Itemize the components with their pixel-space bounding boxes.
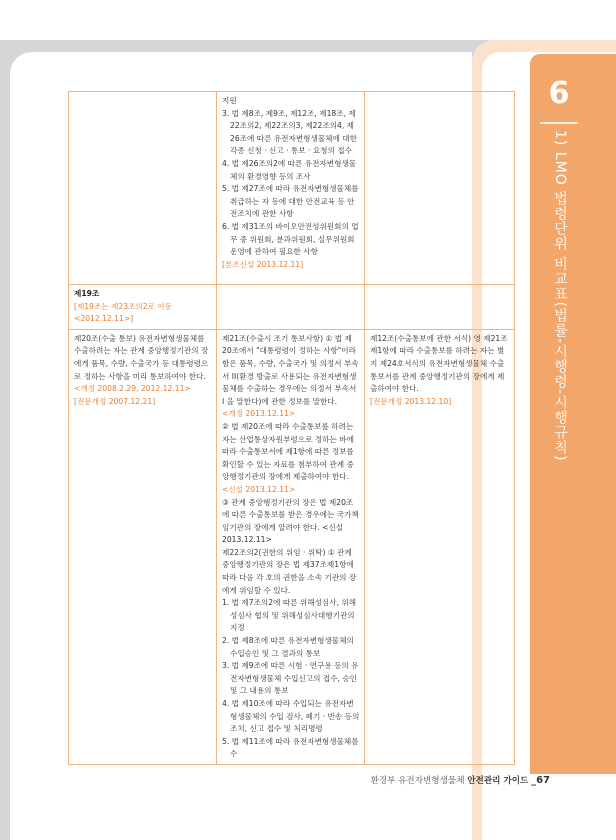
amendment-note: <개정 2008.2.29, 2012.12.11> <box>74 384 191 394</box>
provision-text: 지원 <box>222 96 237 105</box>
table-row <box>69 285 515 330</box>
provision-text: 4. 법 제10조에 따라 수입되는 유전자변형생물체의 수입 검사, 폐기 · 반송 등의 조치, 신고 접수 및 처리명령 <box>222 699 360 734</box>
article-heading: 제19조 <box>74 289 100 298</box>
provision-text: 제12조(수출통보에 관한 서식) 영 제21조제1항에 따라 수출통보를 하려는 자는 별지 제24호서식의 유전자변형생물체 수출통보서를 관계 중앙행정기관의 장에게 제출하여야 한다. <box>370 333 508 394</box>
amendment-note: [전문개정 2013.12.10] <box>370 396 452 406</box>
page-footer <box>330 774 550 788</box>
law-cell <box>69 329 217 764</box>
chapter-number: 6 <box>548 75 570 111</box>
rule-cell <box>365 285 515 330</box>
amendment-note: [본조신설 2013.12.11] <box>222 259 304 269</box>
rule-cell <box>365 329 515 764</box>
footer-text: 환경부 유전자변형생물체 <box>370 776 468 786</box>
footer-guide-title: 안전관리 가이드 <box>467 776 529 786</box>
decree-cell <box>217 329 365 764</box>
provision-text: 6. 법 제31조의 바이오안전성위원회의 업무 중 위원회, 분과위원회, 실무위원회 운영에 관하여 필요한 사항 <box>222 221 359 257</box>
provision-text: ② 법 제20조에 따라 수출통보를 하려는 자는 산업통상자원부령으로 정하는 바에 따라 수출통보서에 제1항에 따른 정보를 확인할 수 있는 자료를 첨부하여 관계 중앙행정기관의 장에게 제출하여야 한다. <box>222 421 354 482</box>
amendment-note: [제19조는 제23조의2로 이동 <2012.12.11>] <box>74 301 172 324</box>
decree-cell <box>217 285 365 330</box>
provision-text: 5. 법 제11조에 따라 유전자변형생물체를 수 <box>222 736 359 759</box>
page-number: _67 <box>531 775 550 786</box>
amendment-note: <개정 2013.12.11> <box>222 409 296 419</box>
table-row <box>69 329 515 764</box>
provision-text: 제21조(수출시 조기 통보사항) ① 법 제20조에서 "대통령령이 정하는 사항"이라 함은 품목, 수량, 수출국가 및 의정서 부속서 II(환경 방출로 사용되는 유전자변형생물체를 수출하는 경우에는 의정서 부속서 I 을 말한다)에 관한 정보를 말한다. <box>222 333 359 406</box>
rule-cell <box>365 92 515 285</box>
provision-text: 3. 법 제9조에 따른 시험 · 연구용 등의 유전자변형생물체 수입신고의 접수, 승인 및 그 내용의 통보 <box>222 661 359 696</box>
provision-text: 4. 법 제26조의2에 따른 유전자변형생물체의 환경영향 등의 조사 <box>222 158 357 181</box>
provision-text: 3. 법 제8조, 제9조, 제12조, 제18조, 제22조의2, 제22조의3, 제22조의4, 제26조에 따른 유전자변형생물체에 대한 각종 신청 · 신고 · 통보 · 요청의 접수 <box>222 108 357 156</box>
provision-text: ③ 관계 중앙행정기관의 장은 법 제20조에 따른 수출통보를 받은 경우에는 국가책임기관의 장에게 알려야 한다. <신설 2013.12.11> <box>222 497 359 545</box>
law-comparison-table <box>68 91 515 765</box>
law-cell <box>69 92 217 285</box>
provision-text: 5. 법 제27조에 따라 유전자변형생물체를 취급하는 자 등에 대한 안전교육 등 안전조치에 관한 사항 <box>222 184 359 219</box>
decree-cell <box>217 92 365 285</box>
table-row <box>69 92 515 285</box>
amendment-note: <신설 2013.12.11> <box>222 484 296 494</box>
provision-text: 제22조의2(권한의 위임 · 위탁) ① 관계 중앙행정기관의 장은 법 제37조제1항에 따라 다음 각 호의 권한을 소속 기관의 장에게 위임할 수 있다. <box>222 547 357 595</box>
law-cell <box>69 285 217 330</box>
chapter-tab-divider <box>540 122 578 124</box>
provision-text: 2. 법 제8조에 따른 유전자변형생물체의 수입승인 및 그 결과의 통보 <box>222 636 354 658</box>
provision-text: 제20조(수출 통보) 유전자변형생물체를 수출하려는 자는 관계 중앙행정기관의 장에게 품목, 수량, 수출국가 등 대통령령으로 정하는 사항을 미리 통보하여야 한다. <box>74 333 209 381</box>
provision-text: 1. 법 제7조의2에 따른 위해성심사, 위해성심사 협의 및 위해성심사대행기관의 지정 <box>222 598 357 633</box>
amendment-note: [전문개정 2007.12.21] <box>74 396 156 406</box>
top-margin <box>0 0 616 40</box>
chapter-title: 1) LMO 법령단위 비교표(법률-시행령-시행규칙) <box>552 130 568 462</box>
